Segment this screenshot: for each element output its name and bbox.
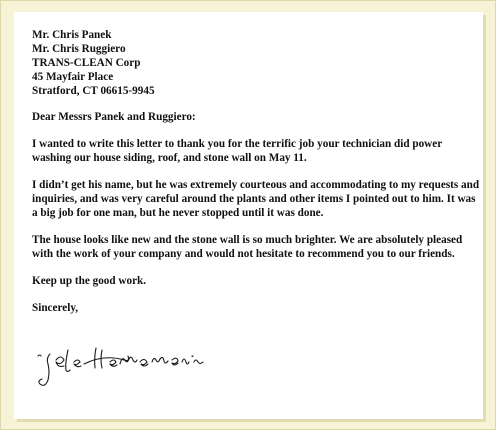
salutation: Dear Messrs Panek and Ruggiero: bbox=[32, 111, 196, 123]
closing-line: Keep up the good work. bbox=[32, 275, 147, 287]
paragraph-2: I didn’t get his name, but he was extremely courteous and accommodating to my requests and inquiries, and was very careful around the plants and other items I pointed out to him. It was a big job for one man, but he never stopped until it was done. bbox=[32, 179, 480, 219]
paragraph-3: The house looks like new and the stone wall is so much brighter. We are absolutely pleased with the work of your company and would not hesitate to recommend you to our friends. bbox=[32, 234, 463, 260]
handwritten-signature bbox=[36, 346, 206, 396]
recipient-city: Stratford, CT 06615-9945 bbox=[32, 85, 155, 97]
sign-off: Sincerely, bbox=[32, 302, 79, 314]
letter-body bbox=[32, 28, 482, 315]
recipient-address bbox=[32, 28, 482, 98]
letter-paper bbox=[14, 12, 483, 419]
recipient-line-2: Mr. Chris Ruggiero bbox=[32, 43, 126, 55]
recipient-line-1: Mr. Chris Panek bbox=[32, 29, 112, 41]
paragraph-1: I wanted to write this letter to thank you for the terrific job your technician did power washing our house siding, roof, and stone wall on May 11. bbox=[32, 138, 442, 164]
recipient-street: 45 Mayfair Place bbox=[32, 71, 114, 83]
recipient-company: TRANS-CLEAN Corp bbox=[32, 57, 141, 69]
